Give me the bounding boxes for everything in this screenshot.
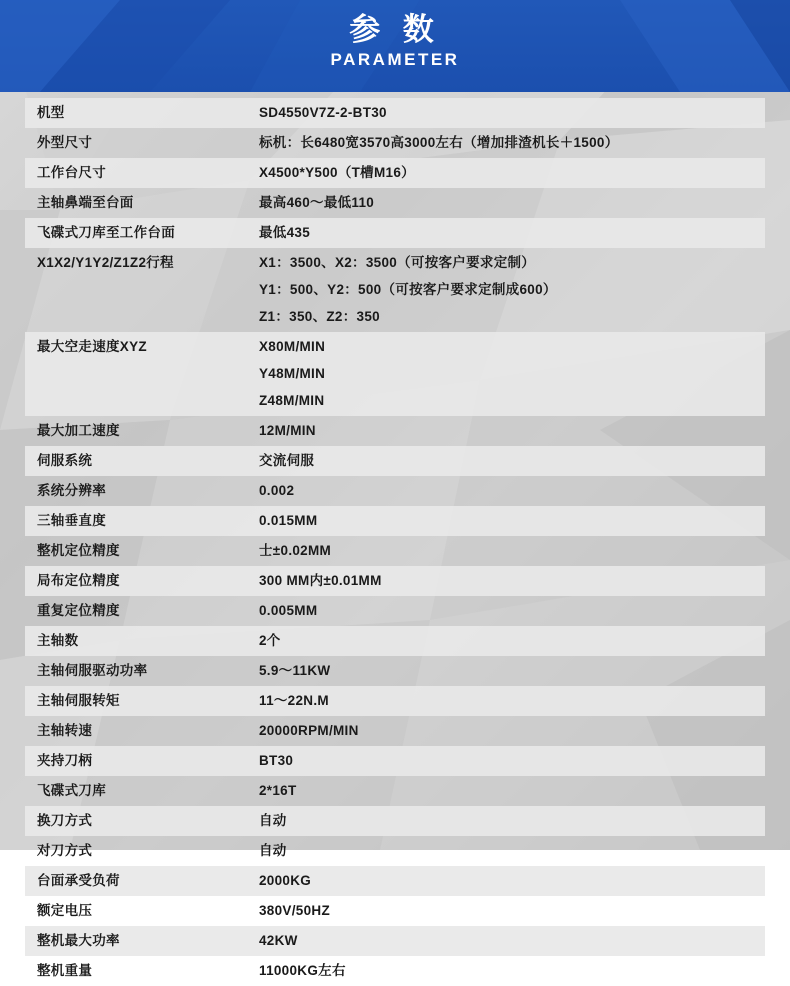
spec-value: [247, 686, 765, 716]
spec-value-line: 士±0.02MM: [259, 543, 332, 558]
table-row: [25, 332, 765, 416]
table-row: [25, 188, 765, 218]
spec-value: [247, 416, 765, 446]
spec-key: 主轴伺服转矩: [25, 686, 247, 716]
spec-value-lines: [259, 223, 765, 243]
spec-value: [247, 566, 765, 596]
spec-key: 主轴转速: [37, 723, 93, 738]
spec-value-line: Z48M/MIN: [259, 393, 325, 408]
spec-value-lines: [259, 631, 765, 651]
spec-key: 局布定位精度: [25, 566, 247, 596]
spec-value: [247, 866, 765, 896]
spec-value-line: SD4550V7Z-2-BT30: [259, 105, 387, 120]
spec-value-line: 0.002: [259, 483, 295, 498]
spec-value: [247, 836, 765, 866]
spec-value-line: 12M/MIN: [259, 423, 316, 438]
table-row: [25, 746, 765, 776]
spec-value-line: 11000KG左右: [259, 963, 346, 978]
spec-key: 工作台尺寸: [25, 158, 247, 188]
table-row: [25, 866, 765, 896]
spec-value-lines: [259, 601, 765, 621]
spec-value: [247, 332, 765, 416]
spec-value-line: 交流伺服: [259, 453, 315, 468]
spec-value: [247, 218, 765, 248]
table-row: [25, 158, 765, 188]
spec-value-line: 300 MM内±0.01MM: [259, 573, 382, 588]
table-row: [25, 656, 765, 686]
spec-value-lines: [259, 253, 765, 327]
table-row: [25, 776, 765, 806]
spec-value: [247, 98, 765, 128]
table-row: [25, 476, 765, 506]
table-row: [25, 506, 765, 536]
spec-value: [247, 956, 765, 986]
spec-value-lines: [259, 691, 765, 711]
table-row: [25, 248, 765, 332]
spec-value: [247, 926, 765, 956]
spec-key: 飞碟式刀库: [37, 783, 106, 798]
spec-value-lines: [259, 841, 765, 861]
spec-value-lines: [259, 811, 765, 831]
spec-value-line: BT30: [259, 753, 294, 768]
spec-value-line: 5.9～11KW: [259, 663, 331, 678]
spec-key: 整机重量: [37, 963, 93, 978]
table-row: [25, 716, 765, 746]
table-row: [25, 218, 765, 248]
table-row: [25, 128, 765, 158]
table-row: [25, 596, 765, 626]
spec-value-lines: [259, 871, 765, 891]
spec-key: 伺服系统: [25, 446, 247, 476]
spec-key: 系统分辨率: [37, 483, 106, 498]
spec-value-lines: [259, 961, 765, 981]
spec-value: [247, 188, 765, 218]
spec-value-line: 2个: [259, 633, 281, 648]
spec-key: X1X2/Y1Y2/Z1Z2行程: [37, 255, 174, 270]
spec-value-line: 0.005MM: [259, 603, 318, 618]
spec-value-lines: [259, 421, 765, 441]
spec-value-line: 自动: [259, 813, 287, 828]
spec-value-line: 2*16T: [259, 783, 297, 798]
table-row: [25, 446, 765, 476]
spec-key: 外型尺寸: [37, 135, 93, 150]
spec-value-line: Y1：500、Y2：500（可按客户要求定制成600）: [259, 282, 557, 297]
spec-value-lines: [259, 337, 765, 411]
spec-value-line: 最低435: [259, 225, 311, 240]
spec-value-line: 最高460～最低110: [259, 195, 375, 210]
spec-value-lines: [259, 721, 765, 741]
spec-key: 三轴垂直度: [25, 506, 247, 536]
spec-value-lines: [259, 451, 765, 471]
spec-value: [247, 158, 765, 188]
table-row: [25, 956, 765, 986]
spec-value-line: X4500*Y500（T槽M16）: [259, 165, 415, 180]
table-row: [25, 98, 765, 128]
table-row: [25, 626, 765, 656]
spec-value-lines: [259, 751, 765, 771]
spec-value-lines: [259, 481, 765, 501]
spec-key: 主轴伺服驱动功率: [37, 663, 148, 678]
spec-value: [247, 248, 765, 332]
spec-value: [247, 626, 765, 656]
spec-value-lines: [259, 133, 765, 153]
spec-key: 机型: [25, 98, 247, 128]
table-row: [25, 536, 765, 566]
spec-value-line: 11～22N.M: [259, 693, 329, 708]
spec-value-line: X1：3500、X2：3500（可按客户要求定制）: [259, 255, 536, 270]
table-row: [25, 566, 765, 596]
spec-value: [247, 446, 765, 476]
spec-key: 主轴数: [25, 626, 247, 656]
spec-value-lines: [259, 931, 765, 951]
spec-value-line: 自动: [259, 843, 287, 858]
spec-value-lines: [259, 541, 765, 561]
spec-key: 重复定位精度: [37, 603, 120, 618]
spec-value-line: 42KW: [259, 933, 298, 948]
spec-key: 最大空走速度XYZ: [25, 332, 247, 416]
spec-value-line: Y48M/MIN: [259, 366, 326, 381]
table-row: [25, 416, 765, 446]
spec-key: 额定电压: [37, 903, 93, 918]
spec-key: 换刀方式: [25, 806, 247, 836]
table-row: [25, 896, 765, 926]
spec-value-line: 20000RPM/MIN: [259, 723, 359, 738]
spec-value-lines: [259, 571, 765, 591]
spec-value-lines: [259, 661, 765, 681]
spec-key: 台面承受负荷: [25, 866, 247, 896]
spec-value: [247, 896, 765, 926]
spec-value-line: 380V/50HZ: [259, 903, 330, 918]
spec-value: [247, 506, 765, 536]
spec-key: 夹持刀柄: [25, 746, 247, 776]
spec-value-line: 0.015MM: [259, 513, 318, 528]
spec-value-lines: [259, 103, 765, 123]
table-row: [25, 926, 765, 956]
spec-value-lines: [259, 901, 765, 921]
spec-value-lines: [259, 163, 765, 183]
table-row: [25, 806, 765, 836]
spec-key: 对刀方式: [37, 843, 93, 858]
table-row: [25, 836, 765, 866]
spec-value-lines: [259, 511, 765, 531]
spec-value: [247, 746, 765, 776]
spec-key: 整机定位精度: [37, 543, 120, 558]
spec-value: [247, 656, 765, 686]
spec-table: [25, 98, 765, 986]
spec-value: [247, 596, 765, 626]
spec-value: [247, 536, 765, 566]
spec-value-line: Z1：350、Z2：350: [259, 309, 380, 324]
spec-value-line: X80M/MIN: [259, 339, 326, 354]
spec-value-line: 2000KG: [259, 873, 312, 888]
spec-value-line: 标机：长6480宽3570高3000左右（增加排渣机长＋1500）: [259, 135, 619, 150]
spec-value: [247, 716, 765, 746]
spec-table-wrapper: [0, 92, 790, 986]
table-row: [25, 686, 765, 716]
spec-value-lines: [259, 193, 765, 213]
spec-key: 飞碟式刀库至工作台面: [25, 218, 247, 248]
spec-key: 最大加工速度: [37, 423, 120, 438]
spec-value: [247, 476, 765, 506]
spec-value: [247, 806, 765, 836]
spec-value-lines: [259, 781, 765, 801]
page-title: 参 数: [349, 12, 441, 47]
page-subtitle: PARAMETER: [330, 50, 460, 69]
spec-value: [247, 776, 765, 806]
spec-value: [247, 128, 765, 158]
spec-key: 整机最大功率: [25, 926, 247, 956]
page-header: [0, 0, 790, 92]
spec-key: 主轴鼻端至台面: [37, 195, 134, 210]
